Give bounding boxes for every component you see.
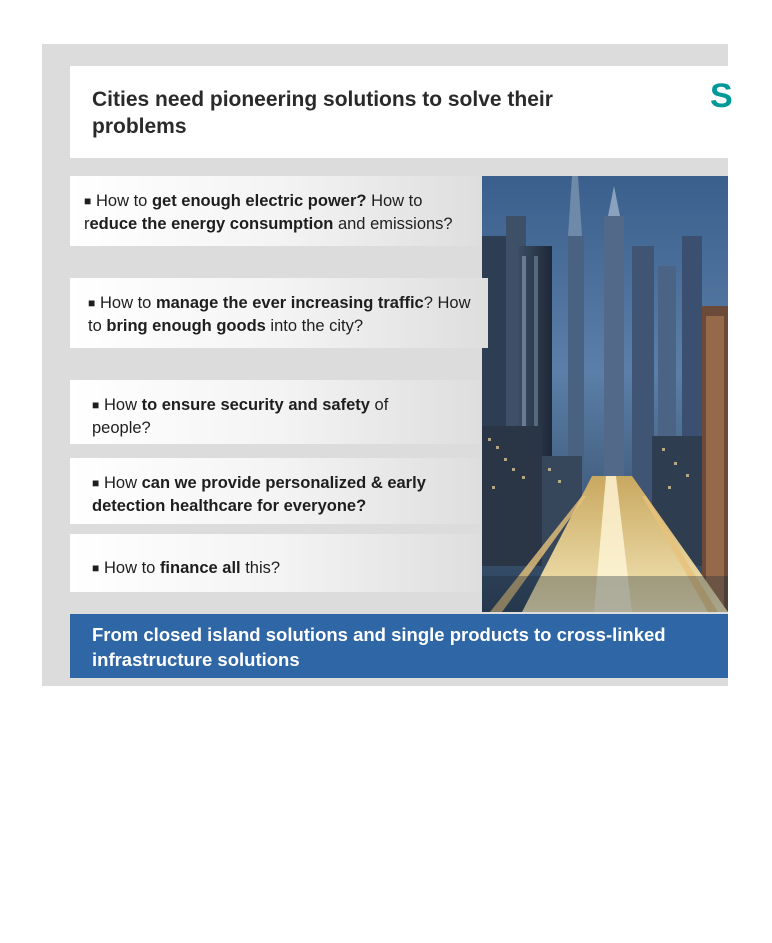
bullet-text-finance xyxy=(92,557,476,580)
bullet-text-healthcare xyxy=(92,472,472,518)
svg-text:S: S xyxy=(710,77,733,115)
bullet-bold-part: get enough electric power? xyxy=(151,192,367,210)
slide xyxy=(42,44,733,686)
bullet-part: of people? xyxy=(92,396,389,437)
bullet-bold-part: educe the energy consumption xyxy=(89,215,334,233)
bullet-part: How xyxy=(104,396,142,414)
bullet-part: How to r xyxy=(84,192,423,233)
siemens-logo-icon xyxy=(688,74,733,115)
bullet-box-security xyxy=(70,380,482,444)
bullet-part: this? xyxy=(240,559,281,577)
bullet-part: and emissions? xyxy=(333,215,453,233)
bullet-marker-icon: ■ xyxy=(92,561,100,575)
bullet-part: How to xyxy=(104,559,160,577)
bullet-box-power xyxy=(70,176,482,246)
banner-text: From closed island solutions and single products to cross-linked infrastructure solutions xyxy=(92,624,666,670)
bullet-part: How xyxy=(104,474,142,492)
bullet-marker-icon: ■ xyxy=(92,398,100,412)
bullet-box-traffic xyxy=(70,278,488,348)
bullet-bold-part: bring enough goods xyxy=(106,317,266,335)
title-box xyxy=(70,66,733,158)
bullet-part: into the city? xyxy=(265,317,364,335)
bullet-box-healthcare xyxy=(70,458,482,524)
bullet-part: ? How to xyxy=(88,294,471,335)
bullet-box-finance xyxy=(70,534,482,592)
bullet-text-power xyxy=(84,190,476,236)
bullet-bold-part: to ensure security and safety xyxy=(141,396,370,414)
bullet-part: How to xyxy=(96,192,152,210)
bullet-text-traffic xyxy=(88,292,482,338)
bullet-marker-icon: ■ xyxy=(92,476,100,490)
city-night-skyline-photo xyxy=(482,176,728,612)
conclusion-banner xyxy=(70,614,728,678)
slide-title: Cities need pioneering solutions to solve their problems xyxy=(92,88,553,138)
bullet-text-security xyxy=(92,394,412,440)
bullet-marker-icon: ■ xyxy=(88,296,96,310)
bullet-bold-part: can we provide personalized & early detection healthcare for everyone? xyxy=(92,474,426,515)
bullet-bold-part: finance all xyxy=(159,559,241,577)
bullet-part: How to xyxy=(100,294,156,312)
bullet-marker-icon: ■ xyxy=(84,194,92,208)
bullet-bold-part: manage the ever increasing traffic xyxy=(155,294,424,312)
